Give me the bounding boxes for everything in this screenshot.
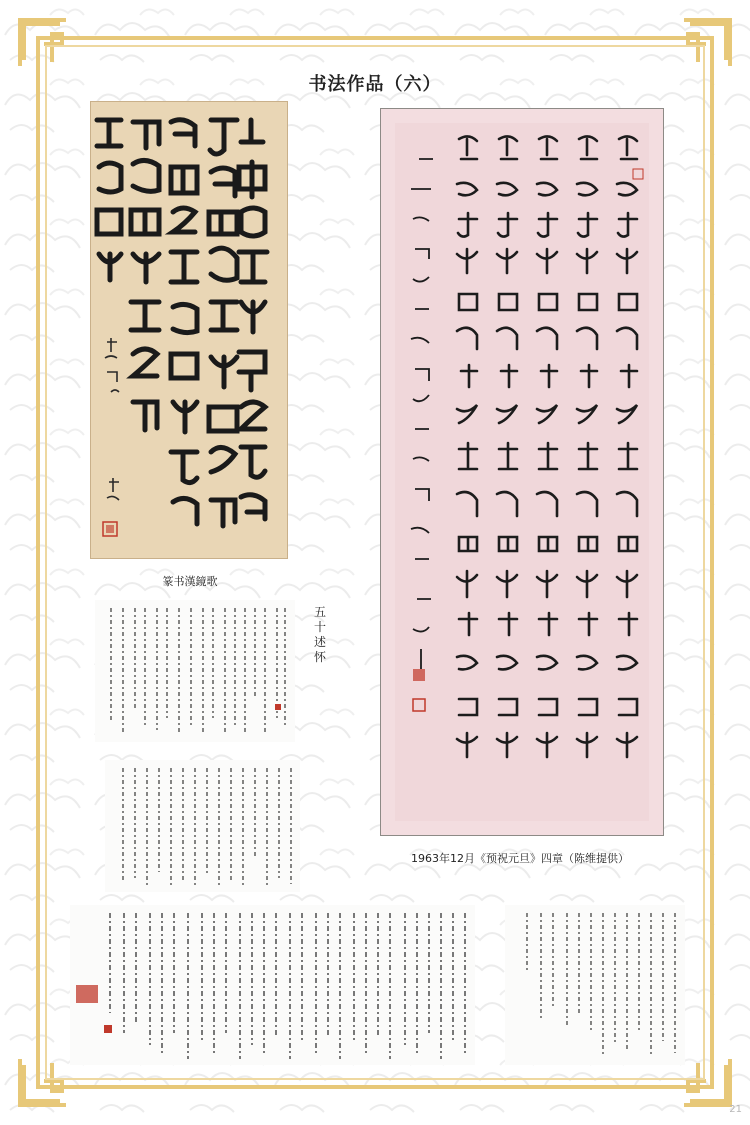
- seal-script-strokes: [91, 102, 287, 558]
- seal-stamp-red: [413, 669, 425, 681]
- manuscript-handwriting-2: [105, 760, 300, 892]
- manuscript-handwriting-4: [505, 905, 685, 1065]
- pink-scroll-calligraphy-image: [380, 108, 664, 836]
- running-script-strokes: [381, 109, 663, 835]
- manuscript-sheet-3: [70, 905, 475, 1065]
- manuscript-sheet-4: [505, 905, 685, 1065]
- manuscript-sheet-2: [105, 760, 300, 892]
- manuscript-sheet-1: [95, 600, 295, 742]
- page-number: 21: [729, 1104, 742, 1115]
- pink-scroll-caption: 1963年12月《预祝元旦》四章（陈维提供）: [411, 852, 629, 865]
- fifty-reflection-title: 五十述怀: [313, 605, 326, 664]
- seal-stamp-red: [76, 985, 98, 1003]
- manuscript-handwriting-1: [95, 600, 295, 742]
- page-title: 书法作品（六）: [308, 74, 442, 95]
- seal-script-caption: 篆书漢鏡歌: [162, 575, 218, 588]
- seal-script-calligraphy-image: [90, 101, 288, 559]
- manuscript-handwriting-3: [70, 905, 475, 1065]
